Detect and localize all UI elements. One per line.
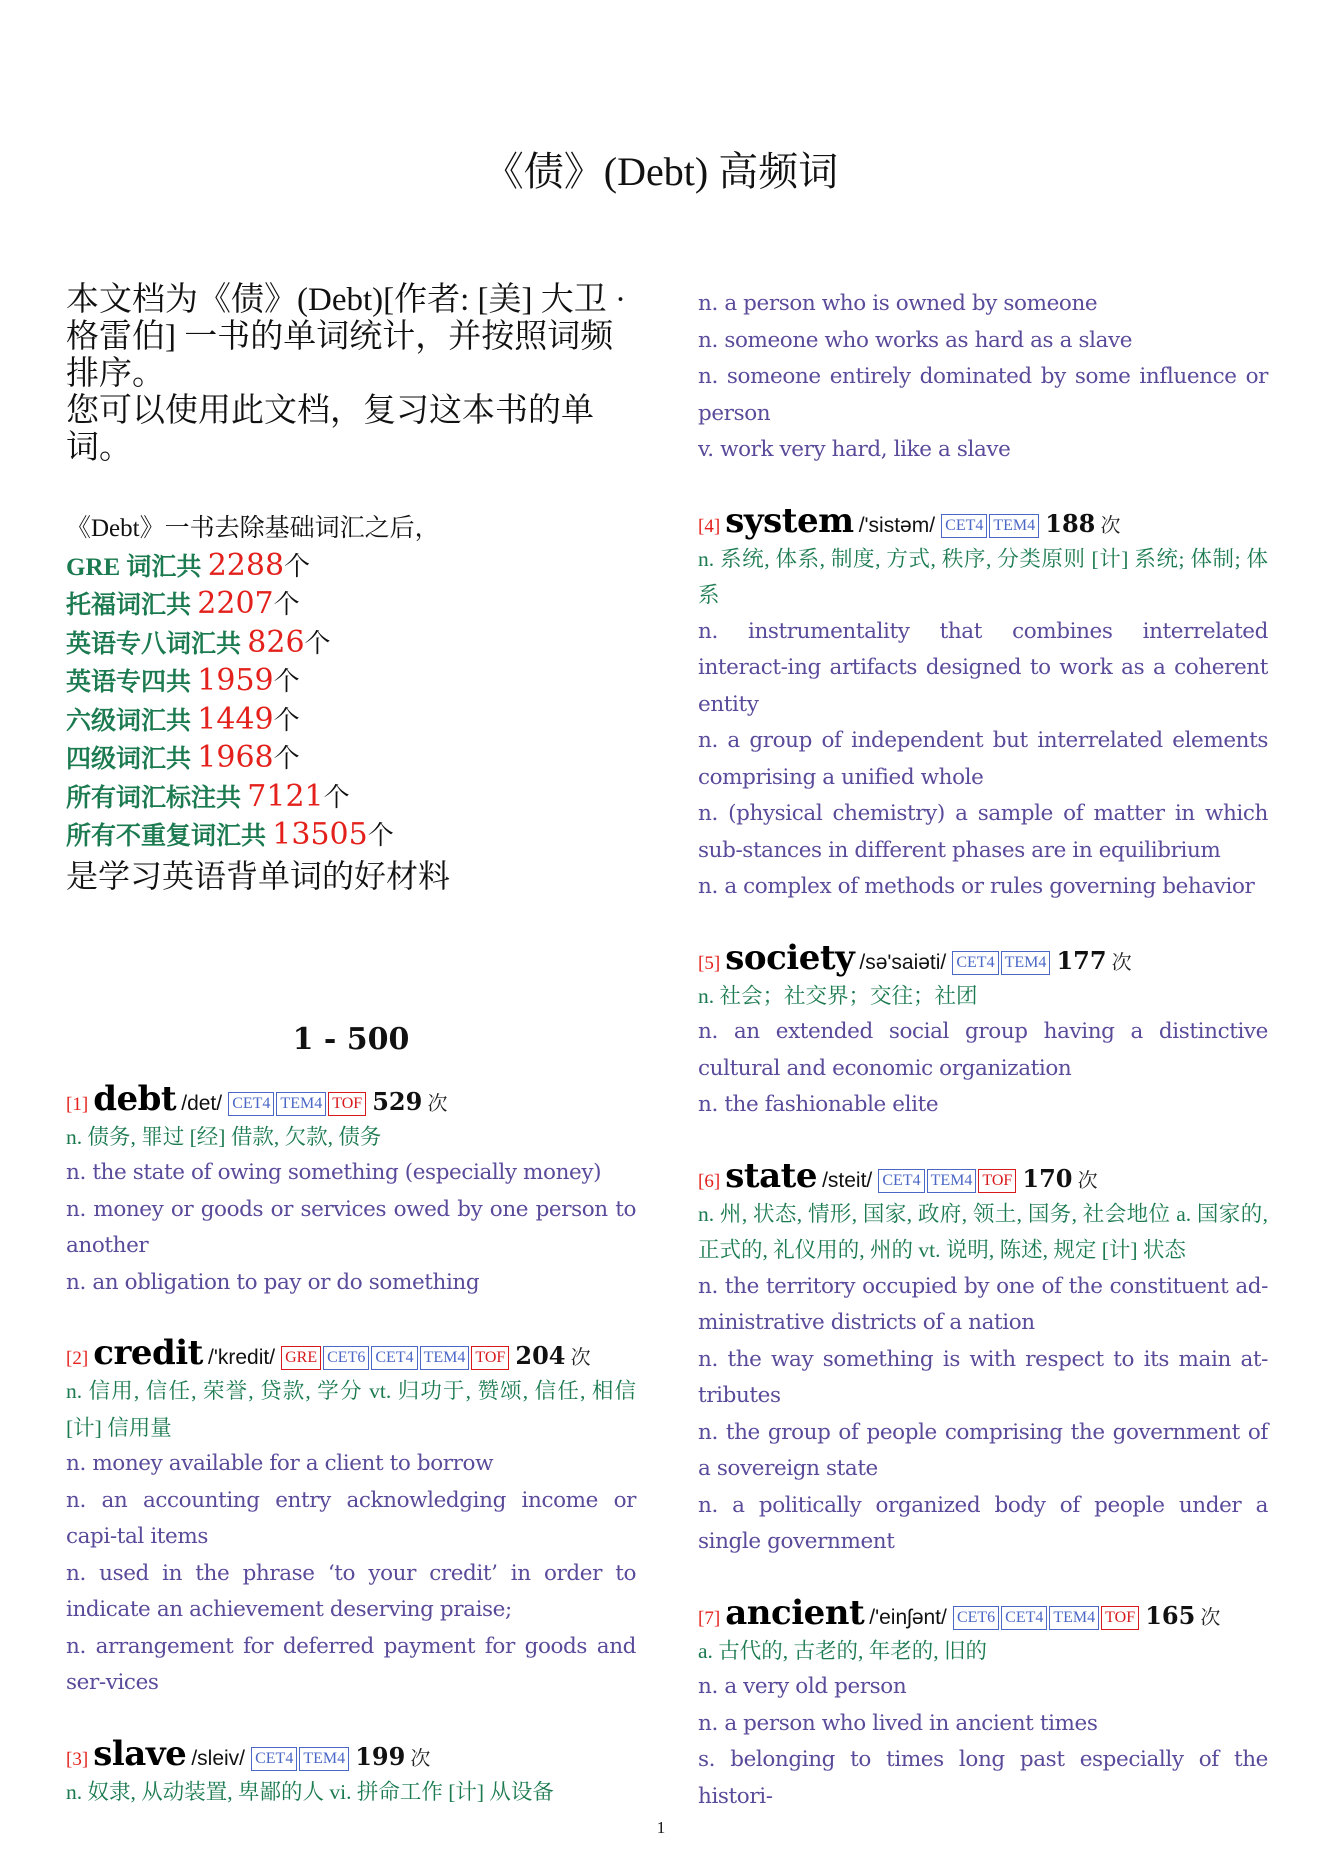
intro-line-2: 您可以使用此文档，复习这本书的单词。 [66,393,594,466]
exam-tag-tem4: TEM4 [989,514,1039,538]
word-entry [66,1079,636,1302]
english-definition: s. belonging to times long past especially of the histori- [698,1747,1268,1809]
range-heading: 1 - 500 [292,1021,410,1057]
stats-count: 826 [247,624,305,660]
pronunciation: /det/ [181,1091,223,1115]
stats-unit: 个 [323,782,350,812]
english-definition: n. someone entirely dominated by some influence or person [698,364,1268,426]
exam-tag-cet4: CET4 [251,1747,297,1771]
stats-count: 1959 [197,663,274,698]
exam-tag-tof: TOF [978,1169,1016,1193]
word-entry [698,286,1268,469]
headword: ancient [725,1592,865,1633]
frequency-count: 170 [1022,1163,1073,1193]
stats-rows [66,548,636,856]
entry-header [66,1734,636,1774]
english-definition: n. a complex of methods or rules governing behavior [698,874,1255,899]
english-definition: v. work very hard, like a slave [698,437,1011,462]
right-entries [698,286,1268,1815]
exam-tag-gre: GRE [281,1346,321,1370]
stats-row [66,779,636,818]
stats-label: 四级词汇共 [66,746,198,773]
english-definition: n. a group of independent but interrelated elements comprising a unified whole [698,728,1268,790]
stats-label: 英语专四共 [66,669,198,696]
frequency-unit: 次 [1111,951,1132,974]
frequency-unit: 次 [570,1347,591,1369]
frequency-unit: 次 [1200,1606,1221,1629]
stats-unit: 个 [367,821,394,850]
entry-index: [1] [66,1093,89,1115]
chinese-definition: n. 信用, 信任, 荣誉, 贷款, 学分 vt. 归功于, 赞颂, 信任, 相信 [计] 信用量 [66,1379,636,1440]
exam-tag-cet4: CET4 [371,1346,417,1370]
exam-tag-cet4: CET4 [941,514,987,538]
english-definition: n. an obligation to pay or do something [66,1269,480,1295]
frequency-count: 204 [515,1341,566,1370]
stats-unit: 个 [304,628,331,658]
english-definition: n. a politically organized body of people under a single government [698,1492,1268,1554]
left-column [66,282,636,1810]
stats-unit: 个 [284,551,311,581]
frequency-unit: 次 [1077,1169,1098,1192]
intro-line-1: 本文档为《债》(Debt)[作者: [美] 大卫 · 格雷伯] 一书的单词统计，并按照词频排序。 [66,282,627,392]
english-definition: n. money or goods or services owed by one person to another [66,1196,636,1258]
stats-count: 2288 [207,547,285,583]
english-definition: n. a person who lived in ancient times [698,1710,1098,1736]
exam-tag-tem4: TEM4 [420,1346,470,1370]
frequency-unit: 次 [410,1747,431,1770]
stats-count: 1449 [197,701,274,737]
stats-unit: 个 [273,744,300,773]
exam-tag-tem4: TEM4 [276,1092,326,1116]
pronunciation: /'kredit/ [208,1346,276,1369]
entry-index: [4] [698,515,721,537]
page-number: 1 [656,1818,666,1837]
stats-unit: 个 [273,590,300,619]
chinese-definition: n. 奴隶, 从动装置, 卑鄙的人 vi. 拼命工作 [计] 从设备 [66,1779,554,1804]
english-definition: n. the state of owing something (especially money) [66,1160,602,1185]
english-definition: n. (physical chemistry) a sample of matter in which sub-stances in different phases are in equilibrium [698,801,1268,863]
intro-text [66,282,636,467]
right-column [698,286,1268,1847]
frequency-unit: 次 [427,1092,448,1115]
chinese-definition: n. 债务, 罪过 [经] 借款, 欠款, 债务 [66,1124,382,1149]
stats-count: 7121 [247,778,324,814]
stats-row [66,548,636,587]
english-definition: n. money available for a client to borrow [66,1451,494,1476]
english-definition: n. an accounting entry acknowledging income or capi-tal items [66,1487,636,1549]
frequency-count: 529 [372,1086,423,1116]
frequency-count: 165 [1145,1600,1196,1630]
frequency-count: 199 [355,1741,406,1771]
english-definition: n. the group of people comprising the government of a sovereign state [698,1419,1268,1481]
stats-label: 托福词汇共 [66,592,198,619]
entry-index: [2] [66,1348,89,1369]
word-entry [698,501,1268,906]
entry-index: [5] [698,952,721,974]
exam-tag-cet6: CET6 [323,1346,369,1370]
english-definition: n. instrumentality that combines interrelated interact-ing artifacts designed to work as a coherent entity [698,618,1268,717]
exam-tag-tof: TOF [471,1346,509,1370]
headword: debt [93,1078,177,1119]
english-definition: n. the territory occupied by one of the constituent ad-ministrative districts of a nation [698,1273,1268,1335]
pronunciation: /steit/ [822,1168,873,1192]
stats-unit: 个 [273,667,300,696]
stats-row [66,625,636,664]
exam-tag-tem4: TEM4 [927,1169,977,1193]
word-entry [66,1333,636,1702]
stats-label: 六级词汇共 [66,707,198,735]
english-definition: n. used in the phrase ‘to your credit’ in order to indicate an achievement deserving praise; [66,1560,636,1622]
entry-header [698,1156,1268,1196]
stats-count: 13505 [272,817,368,852]
word-entry [698,1593,1268,1816]
stats-row [66,702,636,741]
chinese-definition: n. 州, 状态, 情形, 国家, 政府, 领土, 国务, 社会地位 a. 国家的, 正式的, 礼仪用的, 州的 vt. 说明, 陈述, 规定 [计] 状态 [698,1201,1268,1262]
exam-tag-cet4: CET4 [228,1092,274,1116]
pronunciation: /'sistəm/ [858,513,936,537]
exam-tag-cet4: CET4 [952,951,998,975]
exam-tag-tof: TOF [1101,1606,1139,1630]
headword: credit [93,1333,203,1373]
stats-row [66,817,636,856]
document-title: 《债》(Debt) 高频词 [483,149,839,194]
frequency-unit: 次 [1100,514,1121,537]
pronunciation: /sə'saiəti/ [859,950,947,974]
entry-header [698,938,1268,978]
stats-unit: 个 [273,705,300,735]
stats-count: 2207 [197,586,274,621]
entry-index: [3] [66,1748,89,1770]
frequency-count: 177 [1056,945,1107,975]
english-definition: n. an extended social group having a distinctive cultural and economic organization [698,1019,1268,1081]
vocab-stats [66,511,636,896]
frequency-count: 188 [1045,508,1096,538]
headword: society [725,937,855,978]
entry-index: [6] [698,1170,721,1192]
entry-header [698,1593,1268,1633]
entry-index: [7] [698,1607,721,1629]
word-entry [698,938,1268,1124]
stats-label: 所有词汇标注共 [66,784,248,812]
english-definition: n. the fashionable elite [698,1092,939,1117]
stats-label: 英语专八词汇共 [66,630,248,658]
stats-lead: 《Debt》一书去除基础词汇之后， [66,515,440,542]
chinese-definition: n. 社会；社交界；交往；社团 [698,983,978,1008]
exam-tag-tem4: TEM4 [299,1747,349,1771]
stats-row [66,663,636,702]
entry-header [66,1079,636,1119]
stats-row [66,740,636,779]
entry-header [66,1333,636,1373]
stats-row [66,586,636,625]
exam-tag-tem4: TEM4 [1049,1606,1099,1630]
chinese-definition: n. 系统, 体系, 制度, 方式, 秩序, 分类原则 [计] 系统; 体制; 体系 [698,546,1268,607]
exam-tag-tem4: TEM4 [1001,951,1051,975]
stats-count: 1968 [197,740,274,775]
chinese-definition: a. 古代的, 古老的, 年老的, 旧的 [698,1638,988,1663]
pronunciation: /'einʃənt/ [869,1605,947,1629]
headword: slave [93,1733,187,1774]
word-entry [66,1734,636,1811]
left-entries [66,1079,636,1811]
exam-tag-cet4: CET4 [1001,1606,1047,1630]
exam-tag-tof: TOF [328,1092,366,1116]
headword: state [725,1155,817,1196]
english-definition: n. a person who is owned by someone [698,291,1098,316]
english-definition: n. the way something is with respect to its main at-tributes [698,1346,1268,1408]
exam-tag-cet6: CET6 [953,1606,999,1630]
stats-label: GRE 词汇共 [66,553,208,581]
stats-label: 所有不重复词汇共 [66,823,273,850]
pronunciation: /sleiv/ [191,1746,246,1770]
headword: system [725,500,854,541]
exam-tag-cet4: CET4 [878,1169,924,1193]
word-entry [698,1156,1268,1561]
english-definition: n. arrangement for deferred payment for goods and ser-vices [66,1633,636,1695]
entry-header [698,501,1268,541]
stats-closing: 是学习英语背单词的好材料 [66,857,451,894]
english-definition: n. a very old person [698,1674,907,1699]
english-definition: n. someone who works as hard as a slave [698,327,1133,353]
